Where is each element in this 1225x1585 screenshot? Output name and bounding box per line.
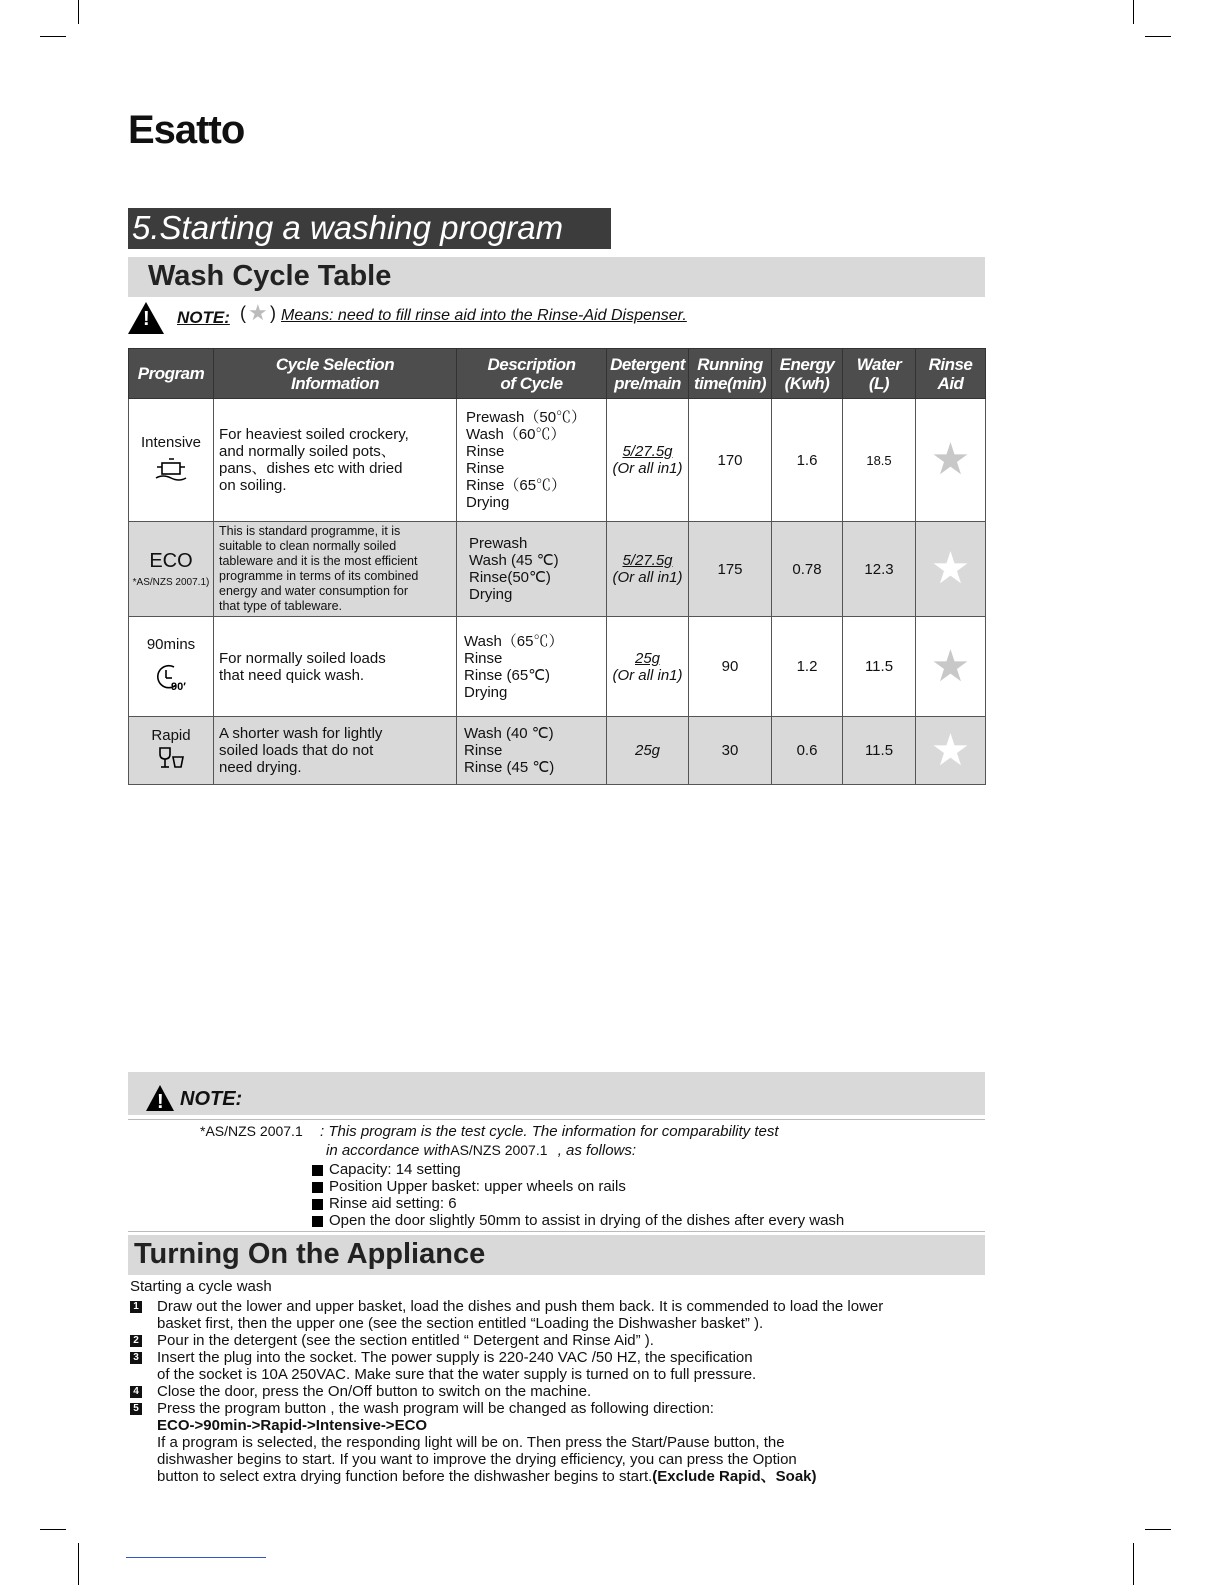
water-cell: 11.5: [843, 617, 916, 717]
running-time-cell: 90: [689, 617, 772, 717]
col-header-program: Program: [129, 349, 214, 399]
divider: [128, 1231, 985, 1232]
square-bullet-icon: [312, 1165, 323, 1176]
table-row: [129, 399, 986, 522]
clock-90-icon: [152, 661, 190, 693]
rinse-aid-cell: [916, 717, 986, 785]
note-label: NOTE:: [177, 308, 230, 327]
rinse-aid-cell: [916, 522, 986, 617]
detergent-cell: 5/27.5g (Or all in1): [607, 522, 689, 617]
note-standard: *AS/NZS 2007.1: [200, 1123, 303, 1139]
detergent-cell: 25g: [607, 717, 689, 785]
list-item: Rinse aid setting: 6: [312, 1195, 844, 1212]
table-row: [129, 617, 986, 717]
program-cell: [129, 717, 214, 785]
note-line: [128, 302, 988, 336]
note-text: Means: need to fill rinse aid into the Rinse-Aid Dispenser.: [281, 307, 687, 324]
crop-mark: [40, 36, 66, 37]
running-time-cell: 30: [689, 717, 772, 785]
note-line-2: in accordance withAS/NZS 2007.1 , as follows:: [326, 1142, 637, 1159]
star-icon: ★: [930, 641, 971, 691]
step-number: 4: [130, 1386, 142, 1398]
star-icon: ★: [930, 725, 971, 775]
steps-list: [130, 1298, 1010, 1485]
program-cell: [129, 399, 214, 522]
brand-logo: Esatto: [128, 108, 245, 152]
note-line-1: : This program is the test cycle. The information for comparability test: [320, 1123, 779, 1140]
running-time-cell: 175: [689, 522, 772, 617]
energy-cell: 1.6: [772, 399, 843, 522]
step-number: 1: [130, 1301, 142, 1313]
cycle-info-cell: This is standard programme, it is suitable to clean normally soiled tableware and it is the most efficient programme in terms of its combined energy and water consumption for that type of tableware.: [214, 522, 457, 617]
program-name: Rapid: [151, 727, 191, 744]
cycle-info-cell: For normally soiled loads that need quick wash.: [214, 617, 457, 717]
water-cell: 11.5: [843, 717, 916, 785]
crop-mark: [1145, 36, 1171, 37]
turning-on-subtitle: Starting a cycle wash: [130, 1278, 272, 1295]
col-header-rinse-aid: Rinse Aid: [916, 349, 986, 399]
crop-mark: [1145, 1529, 1171, 1530]
note-paren-close: ): [270, 303, 276, 323]
program-cell: [129, 617, 214, 717]
description-cell: Wash（65℃） Rinse Rinse (65℃) Drying: [457, 617, 607, 717]
list-item: Open the door slightly 50mm to assist in drying of the dishes after every wash: [312, 1212, 844, 1229]
table-row: [129, 522, 986, 617]
crop-mark: [78, 1543, 79, 1585]
wash-table-heading: Wash Cycle Table: [148, 260, 392, 292]
cycle-info-cell: For heaviest soiled crockery, and normally soiled pots、 pans、dishes etc with dried on soiling.: [214, 399, 457, 522]
col-header-cycle: Cycle Selection Information: [214, 349, 457, 399]
water-cell: 18.5: [843, 399, 916, 522]
rinse-aid-cell: [916, 399, 986, 522]
star-icon: ★: [930, 544, 971, 593]
glass-cup-icon: [155, 746, 187, 770]
square-bullet-icon: [312, 1216, 323, 1227]
step-number: 2: [130, 1335, 142, 1347]
program-name: ECO: [149, 550, 193, 572]
col-header-energy: Energy (Kwh): [772, 349, 843, 399]
program-cell: [129, 522, 214, 617]
note-bullets: [312, 1161, 844, 1229]
program-sequence: ECO->90min->Rapid->Intensive->ECO: [157, 1417, 428, 1434]
turning-on-heading: Turning On the Appliance: [134, 1238, 486, 1270]
crop-mark: [78, 0, 79, 24]
list-item: 3 Insert the plug into the socket. The power supply is 220-240 VAC /50 HZ, the specification of the socket is 10A 250VAC. Make sure that the water supply is turned on to full pressure.: [130, 1349, 1010, 1383]
col-header-description: Description of Cycle: [457, 349, 607, 399]
cycle-info-cell: A shorter wash for lightly soiled loads that do not need drying.: [214, 717, 457, 785]
note-paren-open: (: [240, 303, 246, 323]
wash-cycle-table: [128, 348, 986, 785]
description-cell: Prewash Wash (45 ℃) Rinse(50℃) Drying: [457, 522, 607, 617]
list-item: Position Upper basket: upper wheels on rails: [312, 1178, 844, 1195]
program-name: Intensive: [140, 433, 202, 451]
list-item: 4 Close the door, press the On/Off button to switch on the machine.: [130, 1383, 1010, 1400]
program-standard: *AS/NZS 2007.1): [132, 577, 210, 588]
rinse-aid-cell: [916, 617, 986, 717]
warning-icon: [128, 302, 164, 334]
wash-table-heading-bar: [128, 257, 985, 297]
col-header-water: Water (L): [843, 349, 916, 399]
list-item: 2 Pour in the detergent (see the section entitled “ Detergent and Rinse Aid” ).: [130, 1332, 1010, 1349]
energy-cell: 0.6: [772, 717, 843, 785]
section-title: 5.Starting a washing program: [128, 208, 611, 249]
svg-text:90′: 90′: [171, 681, 186, 693]
running-time-cell: 170: [689, 399, 772, 522]
table-header-row: [129, 349, 986, 399]
step-number: 5: [130, 1403, 142, 1415]
star-icon: ★: [930, 435, 971, 484]
crop-mark: [1133, 1543, 1134, 1585]
description-cell: Prewash（50℃） Wash（60℃） Rinse Rinse Rinse（65℃） Drying: [457, 399, 607, 522]
water-cell: 12.3: [843, 522, 916, 617]
list-item: 1 Draw out the lower and upper basket, load the dishes and push them back. It is commended to load the lower basket first, then the upper one (see the section entitled “Loading the Dishwasher basket” ).: [130, 1298, 1010, 1332]
crop-mark: [1133, 0, 1134, 24]
col-header-running-time: Running time(min): [689, 349, 772, 399]
square-bullet-icon: [312, 1199, 323, 1210]
energy-cell: 1.2: [772, 617, 843, 717]
intensive-pot-icon: [153, 457, 189, 483]
step-number: 3: [130, 1352, 142, 1364]
footer-link-line: [126, 1557, 266, 1558]
turning-on-heading-bar: [128, 1235, 985, 1275]
star-icon: ★: [248, 300, 268, 325]
detergent-cell: 5/27.5g (Or all in1): [607, 399, 689, 522]
description-cell: Wash (40 ℃) Rinse Rinse (45 ℃): [457, 717, 607, 785]
warning-icon: [146, 1085, 174, 1111]
note-label: NOTE:: [180, 1088, 243, 1110]
note-bar: [128, 1072, 985, 1115]
list-item: 5 Press the program button , the wash program will be changed as following direction: ECO->90min->Rapid->Intensive->ECO If a program is selected, the responding light will be on. Then press the Start/Pause button, the dishwasher begins to start. If you want to improve the drying efficiency, you can press the Option button to select extra drying function before the dishwasher begins to start.(Exclude Rapid、Soak): [130, 1400, 1010, 1485]
energy-cell: 0.78: [772, 522, 843, 617]
table-row: [129, 717, 986, 785]
program-name: 90mins: [146, 636, 196, 653]
list-item: Capacity: 14 setting: [312, 1161, 844, 1178]
divider: [128, 1119, 985, 1120]
col-header-detergent: Detergent pre/main: [607, 349, 689, 399]
square-bullet-icon: [312, 1182, 323, 1193]
detergent-cell: 25g (Or all in1): [607, 617, 689, 717]
crop-mark: [40, 1529, 66, 1530]
